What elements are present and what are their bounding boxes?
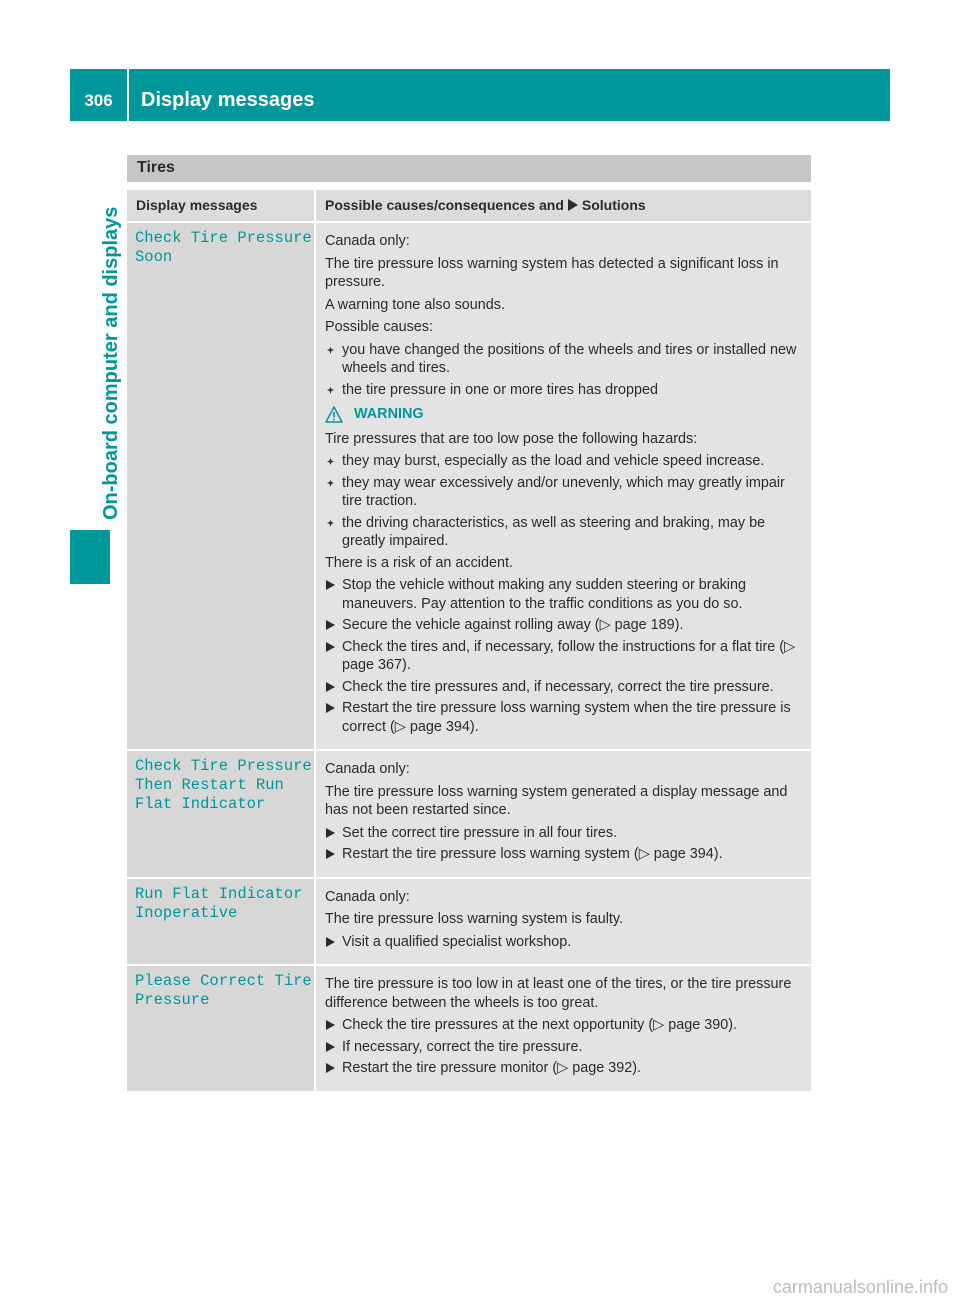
display-message-line: Run Flat Indicator <box>135 884 303 903</box>
display-message-line: Check Tire Pressure <box>135 229 312 247</box>
step-item: Restart the tire pressure monitor (▷ page 392). <box>325 1059 805 1078</box>
step-item: Check the tire pressures at the next opportunity (▷ page 390). <box>325 1016 805 1035</box>
step-item: Stop the vehicle without making any sudden steering or braking maneuvers. Pay attention to the traffic conditions as you do so. <box>325 576 805 613</box>
display-messages-table <box>127 190 811 1093</box>
table-row <box>127 879 811 965</box>
paragraph: There is a risk of an accident. <box>325 554 513 571</box>
paragraph: Possible causes: <box>325 319 433 335</box>
bullet-item: the driving characteristics, as well as steering and braking, may be greatly impaired. <box>325 514 805 551</box>
step-item: Secure the vehicle against rolling away (▷ page 189). <box>325 616 805 635</box>
page-title: Display messages <box>141 89 315 111</box>
section-title-text: Tires <box>137 159 175 176</box>
header-divider <box>127 69 129 121</box>
step-item: Restart the tire pressure loss warning system when the tire pressure is correct (▷ page 394). <box>325 699 805 736</box>
warning-label: WARNING <box>354 406 424 422</box>
solution-arrow-icon <box>568 199 578 211</box>
page-number: 306 <box>84 91 113 110</box>
col-header-causes <box>314 190 811 221</box>
paragraph: Tire pressures that are too low pose the following hazards: <box>325 430 698 447</box>
causes-cell <box>314 223 811 749</box>
display-message-line: Please Correct Tire <box>135 972 312 990</box>
warning-heading <box>325 405 805 424</box>
table-header <box>127 190 811 221</box>
step-item: Visit a qualified specialist workshop. <box>325 933 805 952</box>
page-header <box>70 69 890 121</box>
bullet-item: the tire pressure in one or more tires has dropped <box>325 381 805 400</box>
side-tab-marker <box>70 530 110 584</box>
paragraph: The tire pressure is too low in at least one of the tires, or the tire pressure difference between the wheels is too great. <box>325 976 792 1011</box>
display-message-line: Soon <box>135 248 173 266</box>
display-message-cell <box>127 966 314 1091</box>
bullet-item: they may wear excessively and/or unevenly, which may greatly impair tire traction. <box>325 474 805 511</box>
paragraph: Canada only: <box>325 888 410 905</box>
causes-cell <box>314 879 811 965</box>
warning-triangle-icon <box>325 406 343 423</box>
step-item: If necessary, correct the tire pressure. <box>325 1038 805 1057</box>
table-row <box>127 966 811 1091</box>
paragraph: A warning tone also sounds. <box>325 296 506 313</box>
col-header-causes-prefix: Possible causes/consequences and <box>325 197 564 213</box>
display-message-line: Pressure <box>135 991 210 1009</box>
table-row <box>127 223 811 749</box>
watermark: carmanualsonline.info <box>772 1277 948 1297</box>
bullet-item: you have changed the positions of the wheels and tires or installed new wheels and tires. <box>325 341 805 378</box>
paragraph: The tire pressure loss warning system has detected a significant loss in pressure. <box>325 255 779 290</box>
display-message-cell <box>127 879 314 965</box>
causes-cell <box>314 751 811 877</box>
display-message-line: Flat Indicator <box>135 795 266 813</box>
causes-cell <box>314 966 811 1091</box>
paragraph: Canada only: <box>325 761 410 777</box>
display-message-cell <box>127 223 314 749</box>
paragraph: Canada only: <box>325 233 410 249</box>
col-header-display-messages: Display messages <box>136 197 258 213</box>
table-row <box>127 751 811 877</box>
step-item: Set the correct tire pressure in all four tires. <box>325 824 805 843</box>
display-message-cell <box>127 751 314 877</box>
side-tab-label: On-board computer and displays <box>100 206 122 520</box>
paragraph: The tire pressure loss warning system is faulty. <box>325 911 624 927</box>
bullet-item: they may burst, especially as the load and vehicle speed increase. <box>325 452 805 471</box>
display-message-line: Inoperative <box>135 903 238 922</box>
paragraph: The tire pressure loss warning system generated a display message and has not been restarted since. <box>325 783 788 818</box>
section-title <box>127 155 811 182</box>
display-message-line: Check Tire Pressure <box>135 757 312 775</box>
step-item: Restart the tire pressure loss warning system (▷ page 394). <box>325 845 805 864</box>
display-message-line: Then Restart Run <box>135 776 284 794</box>
step-item: Check the tire pressures and, if necessary, correct the tire pressure. <box>325 678 805 697</box>
step-item: Check the tires and, if necessary, follow the instructions for a flat tire (▷ page 367). <box>325 638 805 675</box>
col-header-causes-suffix: Solutions <box>581 197 646 213</box>
